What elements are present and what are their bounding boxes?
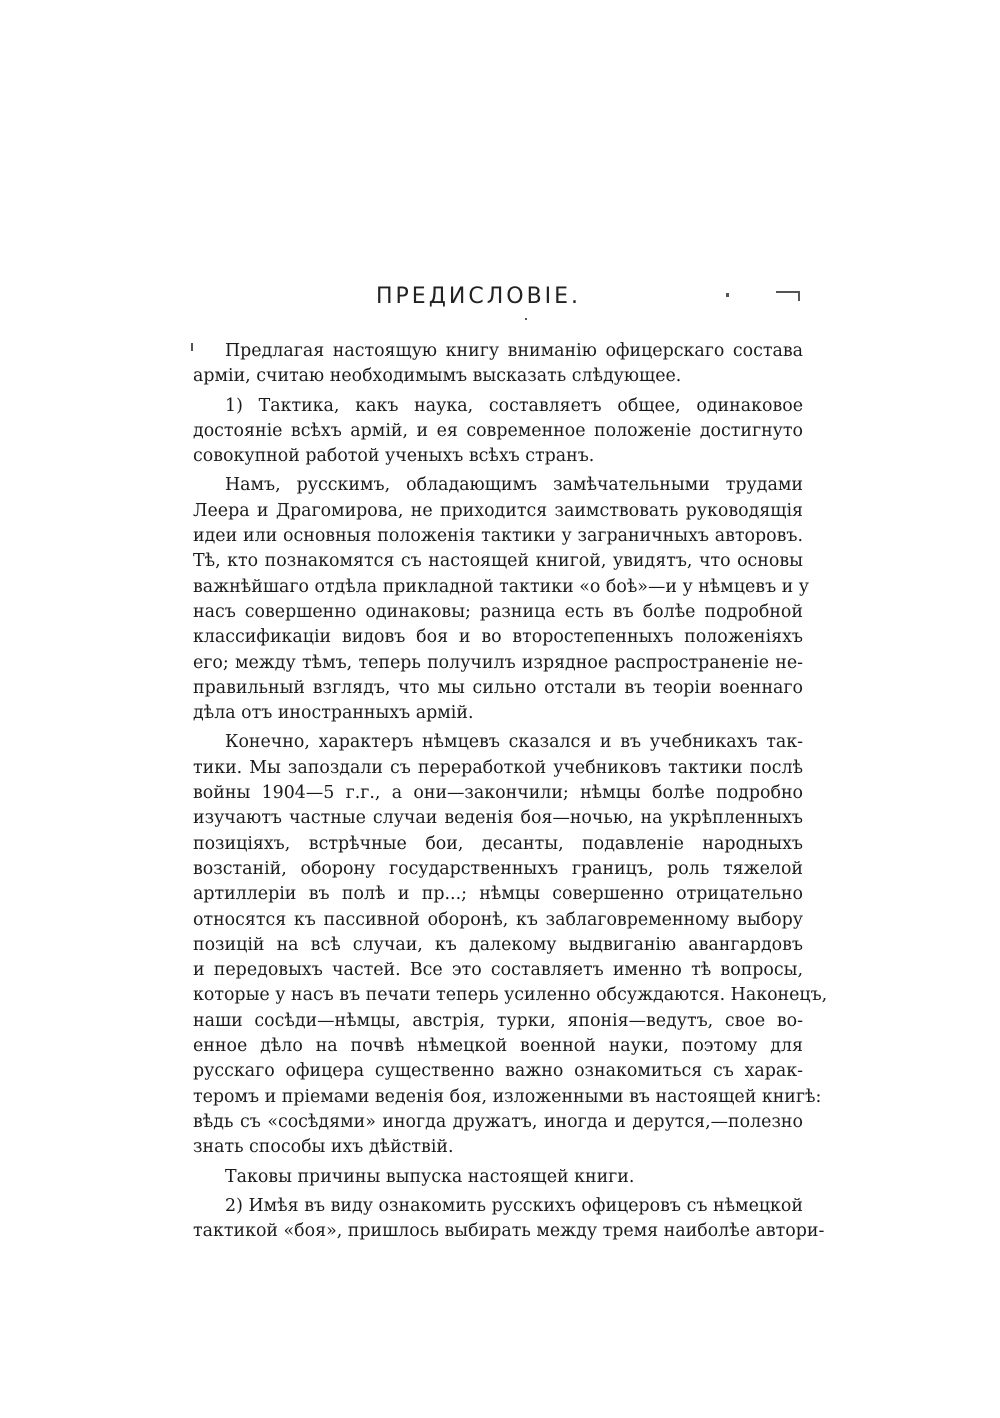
scan-speck: [525, 318, 527, 320]
text-line: теромъ и пріемами веденія боя, изложенными въ настоящей книгѣ:: [193, 1086, 822, 1107]
body-text: [193, 339, 828, 1244]
scan-speck: [798, 291, 800, 301]
text-line: тики. Мы запоздали съ переработкой учебниковъ тактики послѣ: [193, 757, 803, 778]
text-line: насъ совершенно одинаковы; разница есть въ болѣе подробной: [193, 601, 803, 622]
text-line: русскаго офицера существенно важно ознакомиться съ харак-: [193, 1061, 803, 1082]
text-line: позиціяхъ, встрѣчные бои, десанты, подавленіе народныхъ: [193, 833, 803, 854]
text-line: позицій на всѣ случаи, къ далекому выдвиганію авангардовъ: [193, 934, 803, 955]
scan-speck: [726, 293, 729, 297]
text-line: Тѣ, кто познакомятся съ настоящей книгой, увидятъ, что основы: [193, 551, 803, 572]
text-line: вѣдь съ «сосѣдями» иногда дружатъ, иногда и дерутся,—полезно: [193, 1111, 803, 1132]
text-line: классификаціи видовъ боя и во второстепенныхъ положеніяхъ: [193, 627, 803, 648]
text-line: достояніе всѣхъ армій, и ея современное положеніе достигнуто: [193, 420, 803, 441]
paragraph: [193, 730, 828, 1160]
text-line: тактикой «боя», пришлось выбирать между тремя наиболѣе автори-: [193, 1221, 825, 1242]
text-line: енное дѣло на почвѣ нѣмецкой военной науки, поэтому для: [193, 1036, 803, 1057]
text-line: его; между тѣмъ, теперь получилъ изрядное распространеніе не-: [193, 652, 803, 673]
text-line: 1) Тактика, какъ наука, составляетъ общее, одинаковое: [225, 395, 803, 416]
paragraph: [193, 1165, 803, 1190]
text-line: Конечно, характеръ нѣмцевъ сказался и въ учебникахъ так-: [225, 732, 803, 753]
text-line: Таковы причины выпуска настоящей книги.: [225, 1166, 635, 1187]
text-line: войны 1904—5 г.г., а они—закончили; нѣмцы болѣе подробно: [193, 783, 803, 804]
paragraph: [193, 473, 810, 726]
text-line: совокупной работой ученыхъ всѣхъ странъ.: [193, 446, 595, 467]
text-line: артиллеріи въ полѣ и пр...; нѣмцы совершенно отрицательно: [193, 884, 803, 905]
text-line: важнѣйшаго отдѣла прикладной тактики «о боѣ»—и у нѣмцевъ и у: [193, 576, 810, 597]
text-line: наши сосѣди—нѣмцы, австрія, турки, японія—ведутъ, свое во-: [193, 1010, 803, 1031]
text-line: которые у насъ въ печати теперь усиленно обсуждаются. Наконецъ,: [193, 985, 828, 1006]
text-line: и передовыхъ частей. Все это составляетъ именно тѣ вопросы,: [193, 960, 803, 981]
text-line: Намъ, русскимъ, обладающимъ замѣчательными трудами: [225, 475, 803, 496]
page-title: ПРЕДИСЛОВІЕ.: [376, 284, 582, 309]
paragraph: [193, 339, 803, 390]
paragraph: [193, 1194, 825, 1245]
text-line: дѣла отъ иностранныхъ армій.: [193, 703, 474, 724]
text-line: Предлагая настоящую книгу вниманію офицерскаго состава: [225, 341, 803, 361]
text-line: Леера и Драгомирова, не приходится заимствовать руководящія: [193, 500, 803, 521]
text-line: арміи, считаю необходимымъ высказать слѣдующее.: [193, 366, 682, 387]
scan-speck: [776, 291, 800, 293]
text-line: изучаютъ частные случаи веденія боя—ночью, на укрѣпленныхъ: [193, 808, 803, 829]
text-line: возстаній, оборону государственныхъ границъ, роль тяжелой: [193, 858, 803, 879]
paragraph: [193, 394, 803, 470]
text-line: 2) Имѣя въ виду ознакомить русскихъ офицеровъ съ нѣмецкой: [225, 1195, 803, 1216]
text-line: относятся къ пассивной оборонѣ, къ заблаговременному выбору: [193, 909, 803, 930]
text-line: знать способы ихъ дѣйствій.: [193, 1137, 454, 1158]
text-line: идеи или основныя положенія тактики у заграничныхъ авторовъ.: [193, 526, 803, 547]
text-line: правильный взглядъ, что мы сильно отстали въ теоріи военнаго: [193, 677, 803, 698]
